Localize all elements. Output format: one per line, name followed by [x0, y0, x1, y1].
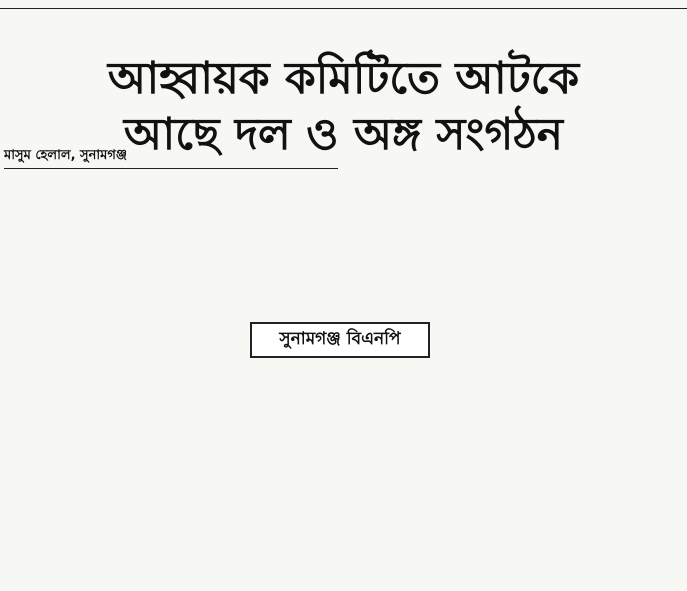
- section-badge: সুনামগঞ্জ বিএনপি: [250, 322, 430, 358]
- headline-line-1: আহ্বায়ক কমিটিতে আটকে: [107, 53, 580, 105]
- previous-article-fragment: [0, 0, 687, 9]
- article-headline: [40, 51, 647, 163]
- byline-rule: [4, 168, 338, 169]
- headline-line-2: আছে দল ও অঙ্গ সংগঠন: [123, 109, 564, 161]
- byline: মাসুম হেলাল, সুনামগঞ্জ: [4, 148, 127, 163]
